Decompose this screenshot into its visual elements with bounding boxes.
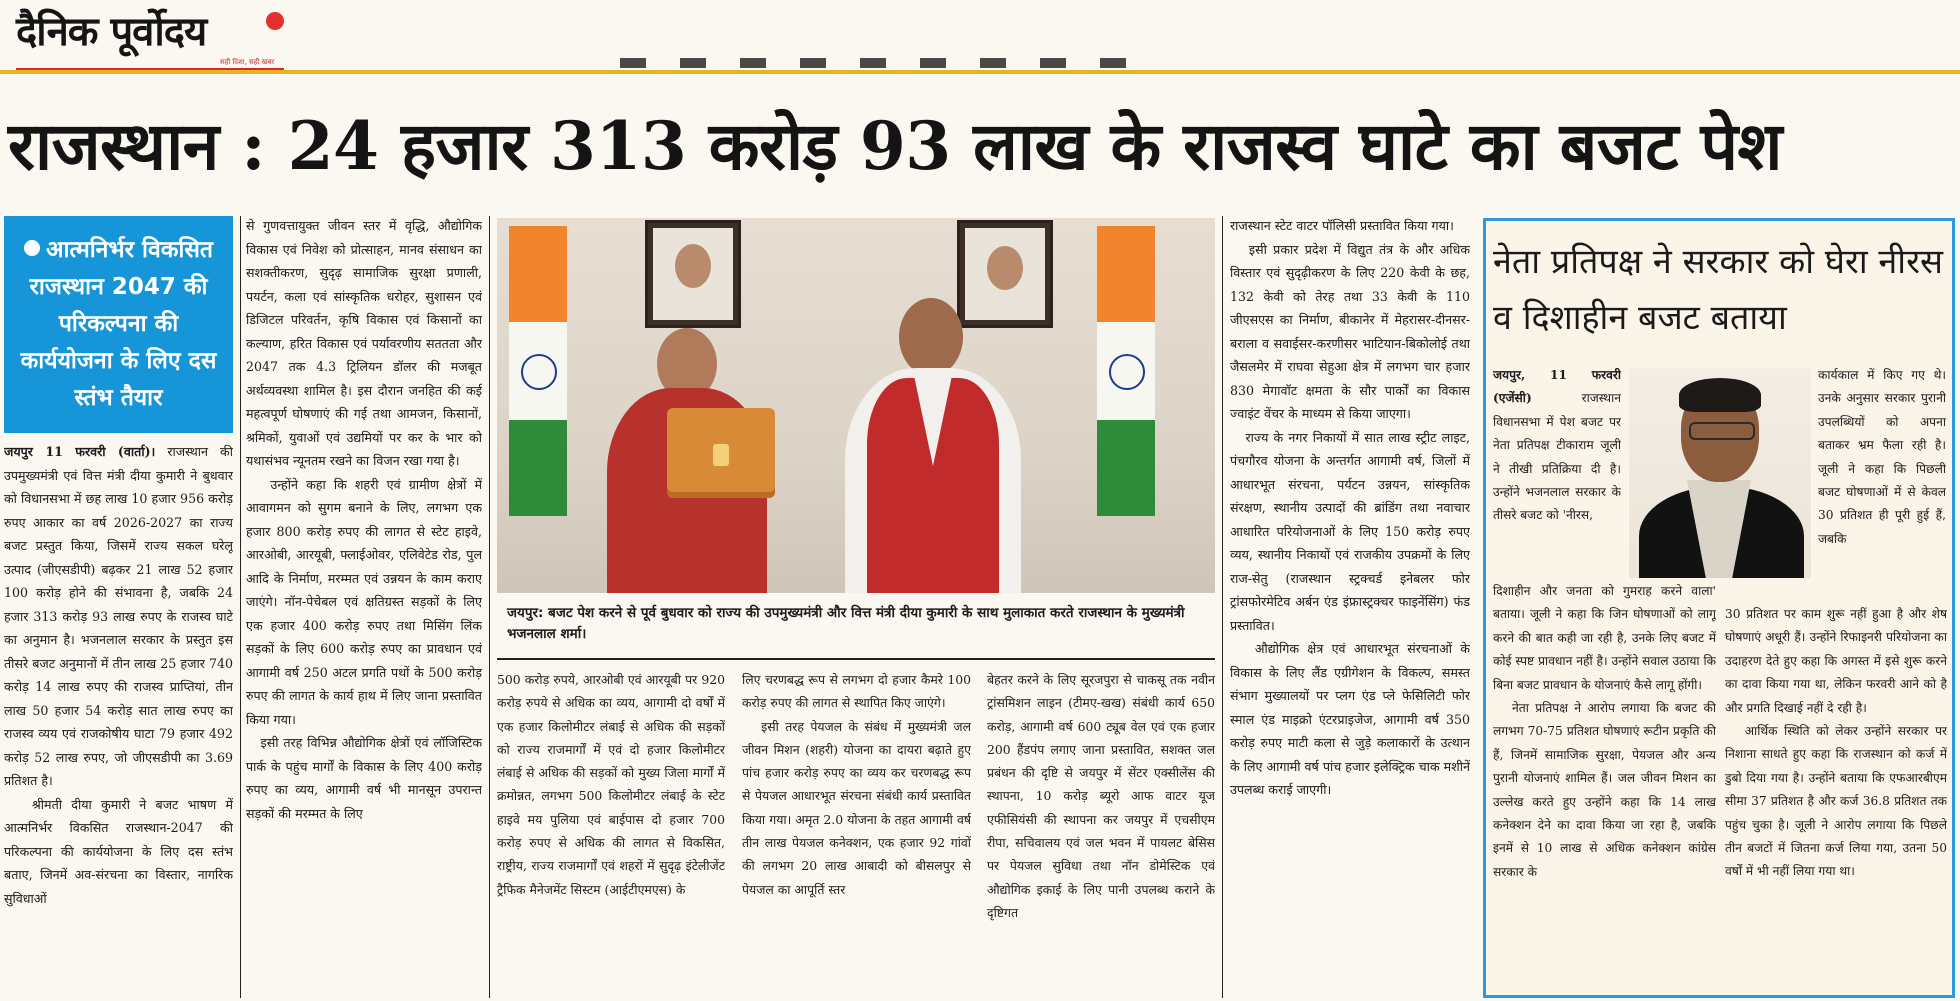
column-3 xyxy=(497,668,725,1000)
masthead-logo xyxy=(10,4,295,74)
column-divider xyxy=(1222,216,1223,998)
paragraph: राजस्थान स्टेट वाटर पॉलिसी प्रस्तावित किया गया। xyxy=(1230,218,1454,233)
column-divider xyxy=(240,216,241,998)
column-6 xyxy=(1230,214,1470,1000)
column-divider xyxy=(489,216,490,998)
paragraph: इसी तरह पेयजल के संबंध में मुख्यमंत्री जल जीवन मिशन (शहरी) योजना का दायरा बढ़ाते हुए पांच हजार करोड़ रुपए का व्यय कर चरणबद्ध रूप से पेयजल आधारभूत संरचना संबंधी कार्य प्रस्तावित किया गया। अमृत 2.0 योजना के तहत आगामी वर्ष तीन लाख पेयजल कनेक्शन, एक हजार 92 गांवों की लगभग 20 लाख आबादी को बीसलपुर से पेयजल का आपूर्ति स्तर xyxy=(742,718,971,897)
paragraph: राजस्थान विधानसभा में पेश बजट पर नेता प्रतिपक्ष टीकाराम जूली ने तीखी प्रतिक्रिया दी है। उन्होंने भजनलाल सरकार के तीसरे बजट को 'नीरस, xyxy=(1493,391,1621,523)
budget-briefcase-icon xyxy=(667,408,775,498)
column-2 xyxy=(246,214,482,1000)
column-1 xyxy=(4,440,233,1000)
teaser-text: आत्मनिर्भर विकसित राजस्थान 2047 की परिकल्पना की कार्ययोजना के लिए दस स्तंभ तैयार xyxy=(20,237,217,411)
bleed-through-text xyxy=(620,52,1220,72)
person-right xyxy=(837,298,1027,593)
column-5 xyxy=(987,668,1215,1000)
column-4 xyxy=(742,668,971,1000)
caption-rule xyxy=(497,658,1215,660)
side-dateline: जयपुर, 11 फरवरी (एजेंसी) xyxy=(1493,368,1621,406)
paragraph: से गुणवत्तायुक्त जीवन स्तर में वृद्धि, औद्योगिक विकास एवं निवेश को प्रोत्साहन, मानव संसाधन का सशक्तीकरण, सुदृढ़ सामाजिक सुरक्षा प्रणाली, पयर्टन, कला एवं सांस्कृतिक धरोहर, सुशासन एवं डिजिटल परिवर्तन, कृषि विकास एवं किसानों का कल्याण, हरित विकास एवं पर्यावरणीय सततता और 2047 तक 4.3 ट्रिलियन डॉलर की मजबूत अर्थव्यवस्था शामिल है। इस दौरान जनहित की कई महत्वपूर्ण घोषणाएं की गई तथा आमजन, किसानों, श्रमिकों, युवाओं एवं उद्यमियों पर कर के भार को यथासंभव न्यूनतम रखने का विजन रखा गया है। xyxy=(246,218,482,468)
paragraph: बेहतर करने के लिए सूरजपुरा से चाकसू तक नवीन ट्रांसमिशन लाइन (टीमए-खख) संबंधी कार्य 650 करोड़, आगामी वर्ष 600 ट्यूब वेल एवं एक हजार 200 हैंडपंप लगाए जाना प्रस्तावित, सशक्त जल प्रबंधन की दृष्टि से जयपुर में सेंटर एक्सीलेंस की स्थापना, 10 करोड़ ब्यूरो आफ वाटर यूज एफीसियंसी की स्थापना कर जयपुर में एचसीएम रीपा, सचिवालय एवं जल भवन में पायलट बेसिस पर पेयजल सुविधा तथा नॉन डोमेस्टिक एवं औद्योगिक इकाई के लिए पानी उपलब्ध कराने के दृष्टिगत xyxy=(987,672,1215,920)
paragraph: इसी तरह विभिन्न औद्योगिक क्षेत्रों एवं लॉजिस्टिक पार्क के पहुंच मार्गों के विकास के लिए 400 करोड़ रुपए का व्यय, आगामी वर्ष भी मानसून उपरान्त सड़कों की मरम्मत के लिए xyxy=(246,735,482,821)
side-col-left-top xyxy=(1493,364,1621,578)
portrait-frame-left xyxy=(645,220,741,328)
paragraph: आर्थिक स्थिति को लेकर उन्होंने सरकार पर निशाना साधते हुए कहा कि राजस्थान को कर्ज में डुबो दिया गया है। उन्होंने बताया कि एफआरबीएम सीमा 37 प्रतिशत है और कर्ज 36.8 प्रतिशत तक पहुंच चुका है। जूली ने आरोप लगाया कि पिछले तीन बजटों में जितना कर्ज लिया गया, उतना 50 वर्षों में भी नहीं लिया गया था। xyxy=(1725,724,1947,879)
leader-portrait xyxy=(1629,368,1811,578)
news-photo xyxy=(497,218,1215,593)
paragraph: लिए चरणबद्ध रूप से लगभग दो हजार कैमरे 100 करोड़ रुपए की लागत से स्थापित किए जाएंगे। xyxy=(742,672,971,711)
paragraph: उन्होंने कहा कि शहरी एवं ग्रामीण क्षेत्रों में आवागमन को सुगम बनाने के लिए, लगभग एक हजार 800 करोड़ रुपए की लागत से स्टेट हाइवे, आरओबी, आरयूबी, फ्लाईओवर, एलिवेटेड रोड, पुल आदि के निर्माण, मरम्मत एवं उन्नयन के काम कराए जाएंगे। नॉन-पेचेबल एवं क्षतिग्रस्त सड़कों के लिए एक हजार 400 करोड़ रुपए तथा मिसिंग लिंक सड़कों के लिए 600 करोड़ रुपए का प्रावधान एवं आगामी वर्ष 250 अटल प्रगति पथों के 500 करोड़ रुपए की लागत के कार्य हाथ में लिए जाना प्रस्तावित किया गया। xyxy=(246,476,482,727)
paragraph: दिशाहीन और जनता को गुमराह करने वाला' बताया। जूली ने कहा कि जिन घोषणाओं को लागू करने की बात कही जा रही है, उनके लिए बजट में कोई स्पष्ट प्रावधान नहीं है। उन्होंने सवाल उठाया कि बिना बजट प्रावधान के योजनाएं कैसे लागू होंगी। xyxy=(1493,584,1716,692)
paragraph: इसी प्रकार प्रदेश में विद्युत तंत्र के और अधिक विस्तार एवं सुदृढ़ीकरण के लिए 220 केवी के छह, 132 केवी को तेरह तथा 33 केवी के 110 जीएसएस का निर्माण, बीकानेर में मेहरासर-दीनसर-बराला व सवाईसर-करणीसर भाटियान-बिकोलोई तथा जैसलमेर में राघवा सेहुआ क्षेत्र में लगभग चार हजार 830 मेगावॉट क्षमता के सौर पार्कों का विकास ज्वाइंट वेंचर के माध्यम से किया जाएगा। xyxy=(1230,241,1470,421)
teaser-box xyxy=(4,216,233,433)
side-col-right-bottom xyxy=(1725,603,1947,994)
side-col-left-bottom xyxy=(1493,580,1716,994)
paragraph: राज्य के नगर निकायों में सात लाख स्ट्रीट लाइट, पंचगौरव योजना के अन्तर्गत आगामी वर्ष, जिलों में आधारभूत संरचना, पर्यटन उन्नयन, सांस्कृतिक संरक्षण, स्थानीय उत्पादों की ब्रांडिंग तथा नवाचार आधारित परियोजनाओं के लिए 150 करोड़ रुपए व्यय, स्थानीय निकायों एवं राजकीय उपक्रमों के लिए राज-सेतु (राजस्थान स्ट्रक्चर्ड इनेबलर फोर ट्रांसफोरमेटिव अर्बन एंड इंफ्रास्ट्रक्चर फाइनेंसिंग) फंड प्रस्तावित। xyxy=(1230,429,1470,633)
paragraph: कार्यकाल में किए गए थे। उनके अनुसार सरकार पुरानी उपलब्धियों को अपना बताकर भ्रम फैला रही है। जूली ने कहा कि पिछली बजट घोषणाओं में से केवल 30 प्रतिशत ही पूरी हुई हैं, जबकि xyxy=(1818,368,1946,546)
masthead-tagline: सही दिशा, सही खबर xyxy=(220,58,275,66)
photo-caption: जयपुर: बजट पेश करने से पूर्व बुधवार को राज्य की उपमुख्यमंत्री और वित्त मंत्री दीया कुमारी के साथ मुलाकात करते राजस्थान के मुख्यमंत्री भजनलाल शर्मा। xyxy=(507,605,1185,642)
paragraph: 500 करोड़ रुपये, आरओबी एवं आरयूबी पर 920 करोड़ रुपये से अधिक का व्यय, आगामी दो वर्षों में एक हजार किलोमीटर लंबाई से अधिक की सड़कों को राज्य राजमार्गों में एवं दो हजार किलोमीटर लंबाई से अधिक की सड़कों को मुख्य जिला मार्गों में क्रमोन्नत, लगभग 500 किलोमीटर लंबाई के स्टेट हाइवे मय पुलिया एवं बाईपास दो हजार 700 करोड़ रुपए से अधिक की लागत से विकसित, राष्ट्रीय, राज्य राजमार्गों एवं शहरों में सुदृढ़ इंटेलीजेंट ट्रैफिक मैनेजमेंट सिस्टम (आईटीएमएस) के xyxy=(497,672,725,897)
flag-right xyxy=(1097,226,1155,516)
masthead-name: दैनिक पूर्वोदय xyxy=(16,8,207,55)
bullet-icon xyxy=(24,240,40,256)
masthead-dot-icon xyxy=(266,12,284,30)
side-col-right-top xyxy=(1818,364,1946,600)
paragraph: नेता प्रतिपक्ष ने आरोप लगाया कि बजट की लगभग 70-75 प्रतिशत घोषणाएं रूटीन प्रकृति की हैं, जिनमें सामाजिक सुरक्षा, पेयजल और अन्य पुरानी योजनाएं शामिल हैं। जल जीवन मिशन का उल्लेख करते हुए उन्होंने कहा कि 14 लाख कनेक्शन देने का दावा किया जा रहा है, जबकि इनमें से 10 लाख से अधिक कनेक्शन कांग्रेस सरकार के xyxy=(1493,701,1716,879)
side-story-title: नेता प्रतिपक्ष ने सरकार को घेरा नीरस व दिशाहीन बजट बताया xyxy=(1493,242,1943,338)
header-rule xyxy=(0,70,1960,74)
page-headline: राजस्थान : 24 हजार 313 करोड़ 93 लाख के राजस्व घाटे का बजट पेश xyxy=(8,107,1782,185)
flag-left xyxy=(509,226,567,516)
paragraph: 30 प्रतिशत पर काम शुरू नहीं हुआ है और शेष घोषणाएं अधूरी हैं। उन्होंने रिफाइनरी परियोजना का उदाहरण देते हुए कहा कि अगस्त में इसे शुरू करने का दावा किया गया था, लेकिन फरवरी आने को है और प्रगति दिखाई नहीं दे रही है। xyxy=(1725,607,1947,715)
dateline: जयपुर 11 फरवरी (वार्ता)। xyxy=(4,444,156,459)
paragraph: औद्योगिक क्षेत्र एवं आधारभूत संरचनाओं के विकास के लिए लैंड एग्रीगेशन के विकल्प, समस्त संभाग मुख्यालयों पर प्लग एंड प्ले फेसिलिटी फोर स्माल एंड माइक्रो एंटरप्राइजेज, आगामी वर्ष 350 करोड़ रुपए माटी कला से जुड़े कलाकारों के उत्थान के लिए आगामी वर्ष पांच हजार इलेक्ट्रिक चाक मशीनें उपलब्ध कराई जाएगी। xyxy=(1230,641,1470,797)
paragraph: राजस्थान की उपमुख्यमंत्री एवं वित्त मंत्री दीया कुमारी ने बुधवार को विधानसभा में छह लाख 10 हजार 956 करोड़ रुपए आकार का वर्ष 2026-2027 का राज्य बजट प्रस्तुत किया, जिसमें राज्य सकल घरेलू उत्पाद (जीएसडीपी) बढ़कर 21 लाख 52 हजार 100 करोड़ होने की संभावना है, जबकि 24 हजार 313 करोड़ 93 लाख रुपए के राजस्व घाटे का अनुमान है। भजनलाल सरकार के प्रस्तुत इस तीसरे बजट अनुमानों में तीन लाख 25 हजार 740 करोड़ 14 लाख रुपए की राजस्व प्राप्तियां, तीन लाख 50 हजार 54 करोड़ सात लाख रुपए का राजस्व व्यय एवं राजकोषीय घाटा 79 हजार 492 करोड़ 52 लाख रुपए, जो जीएसडीपी का 3.69 प्रतिशत है। xyxy=(4,444,233,788)
paragraph: श्रीमती दीया कुमारी ने बजट भाषण में आत्मनिर्भर विकसित राजस्थान-2047 की परिकल्पना की कार्ययोजना के लिए दस स्तंभ बताए, जिनमें अव-संरचना का विस्तार, नागरिक सुविधाओं xyxy=(4,796,233,906)
